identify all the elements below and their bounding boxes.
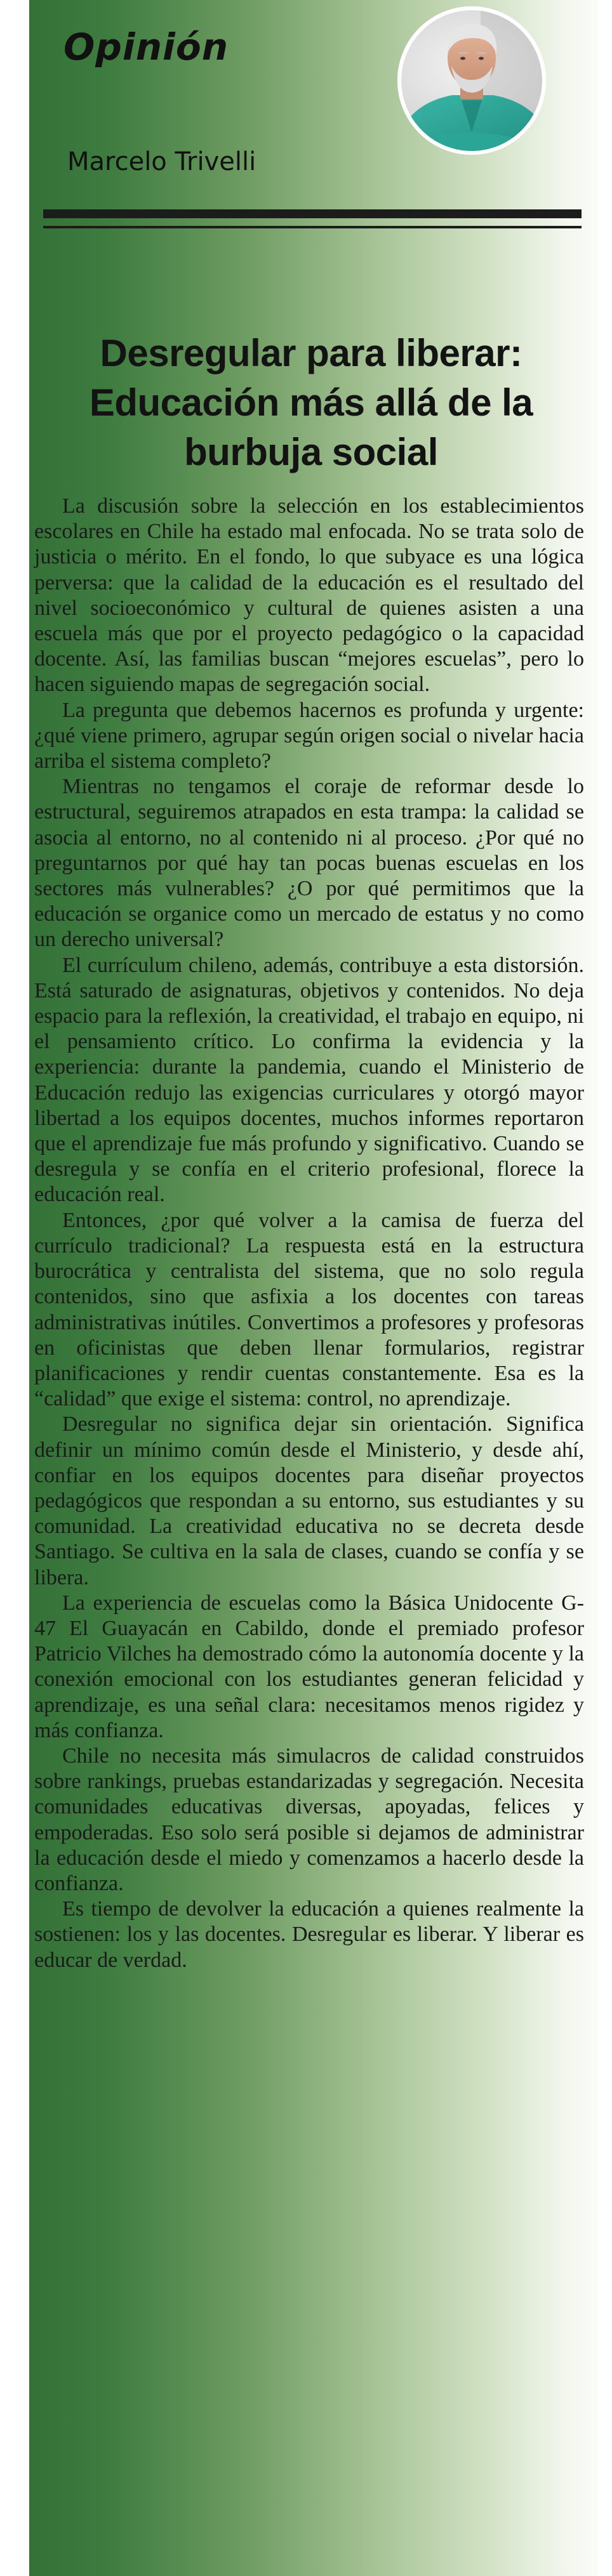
page-margin-right — [598, 0, 612, 2576]
article-paragraph: La pregunta que debemos hacernos es profunda y urgente: ¿qué viene primero, agrupar según origen social o nivelar hacia arriba el sistema completo? — [34, 698, 584, 773]
page-margin-left — [0, 0, 29, 2576]
header-divider-thin — [43, 226, 582, 228]
article-paragraph: Mientras no tengamos el coraje de reformar desde lo estructural, seguiremos atrapados en esta trampa: la calidad se asocia al entorno, no al contenido ni al proceso. ¿Por qué no preguntarnos por qué hay tan pocas buenas escuelas en los sectores más vulnerables? ¿O por qué permitimos que la educación se organice como un mercado de estatus y no como un derecho universal? — [34, 775, 584, 952]
article-paragraph: Desregular no significa dejar sin orientación. Significa definir un mínimo común desde el Ministerio, y desde ahí, confiar en los equipos docentes para diseñar proyectos pedagógicos que respondan a su entorno, sus estudiantes y su comunidad. La creatividad educativa no se decreta desde Santiago. Se cultiva en la sala de clases, cuando se confía y se libera. — [34, 1412, 584, 1589]
section-label: Opinión — [63, 25, 229, 69]
article-title: Desregular para liberar: Educación más allá de la burbuja social — [89, 332, 533, 474]
article-paragraph: Es tiempo de devolver la educación a quienes realmente la sostienen: los y las docentes. Desregular es liberar. Y liberar es educar de verdad. — [34, 1897, 584, 1972]
article-paragraph: El currículum chileno, además, contribuye a esta distorsión. Está saturado de asignaturas, objetivos y contenidos. No deja espacio para la reflexión, la creatividad, el trabajo en equipo, ni el pensamiento crítico. Lo confirma la evidencia y la experiencia: durante la pandemia, cuando el Ministerio de Educación redujo las exigencias curriculares y otorgó mayor libertad a los equipos docentes, muchos informes reportaron que el aprendizaje fue más profundo y significativo. Cuando se desregula y se confía en el criterio profesional, florece la educación real. — [34, 953, 584, 1207]
article-body — [34, 494, 584, 1973]
article-paragraph: La discusión sobre la selección en los establecimientos escolares en Chile ha estado mal enfocada. No se trata solo de justicia o mérito. En el fondo, lo que subyace es una lógica perversa: que la calidad de la educación es el resultado del nivel socioeconómico y cultural de quienes asisten a una escuela más que por el proyecto pedagógico o la capacidad docente. Así, las familias buscan “mejores escuelas”, pero lo hacen siguiendo mapas de segregación social. — [34, 494, 584, 697]
article-paragraph: Chile no necesita más simulacros de calidad construidos sobre rankings, pruebas estandarizadas y segregación. Necesita comunidades educativas diversas, apoyadas, felices y empoderadas. Eso solo será posible si dejamos de administrar la educación desde el miedo y comenzamos a hacerlo desde la confianza. — [34, 1744, 584, 1895]
header-divider-thick — [43, 209, 582, 218]
author-name: Marcelo Trivelli — [67, 147, 256, 176]
author-photo — [366, 5, 576, 156]
article-paragraph: La experiencia de escuelas como la Básica Unidocente G-47 El Guayacán en Cabildo, donde el premiado profesor Patricio Vilches ha demostrado cómo la autonomía docente y la conexión emocional con los estudiantes generan felicidad y aprendizaje, es una señal clara: necesitamos menos rigidez y más confianza. — [34, 1591, 584, 1742]
article-paragraph: Entonces, ¿por qué volver a la camisa de fuerza del currículo tradicional? La respuesta está en la estructura burocrática y centralista del sistema, que no solo regula contenidos, sino que asfixia a los docentes con tareas administrativas inútiles. Convertimos a profesores y profesoras en oficinistas que deben llenar formularios, registrar planificaciones y rendir cuentas constantemente. Esa es la “calidad” que exige el sistema: control, no aprendizaje. — [34, 1208, 584, 1411]
